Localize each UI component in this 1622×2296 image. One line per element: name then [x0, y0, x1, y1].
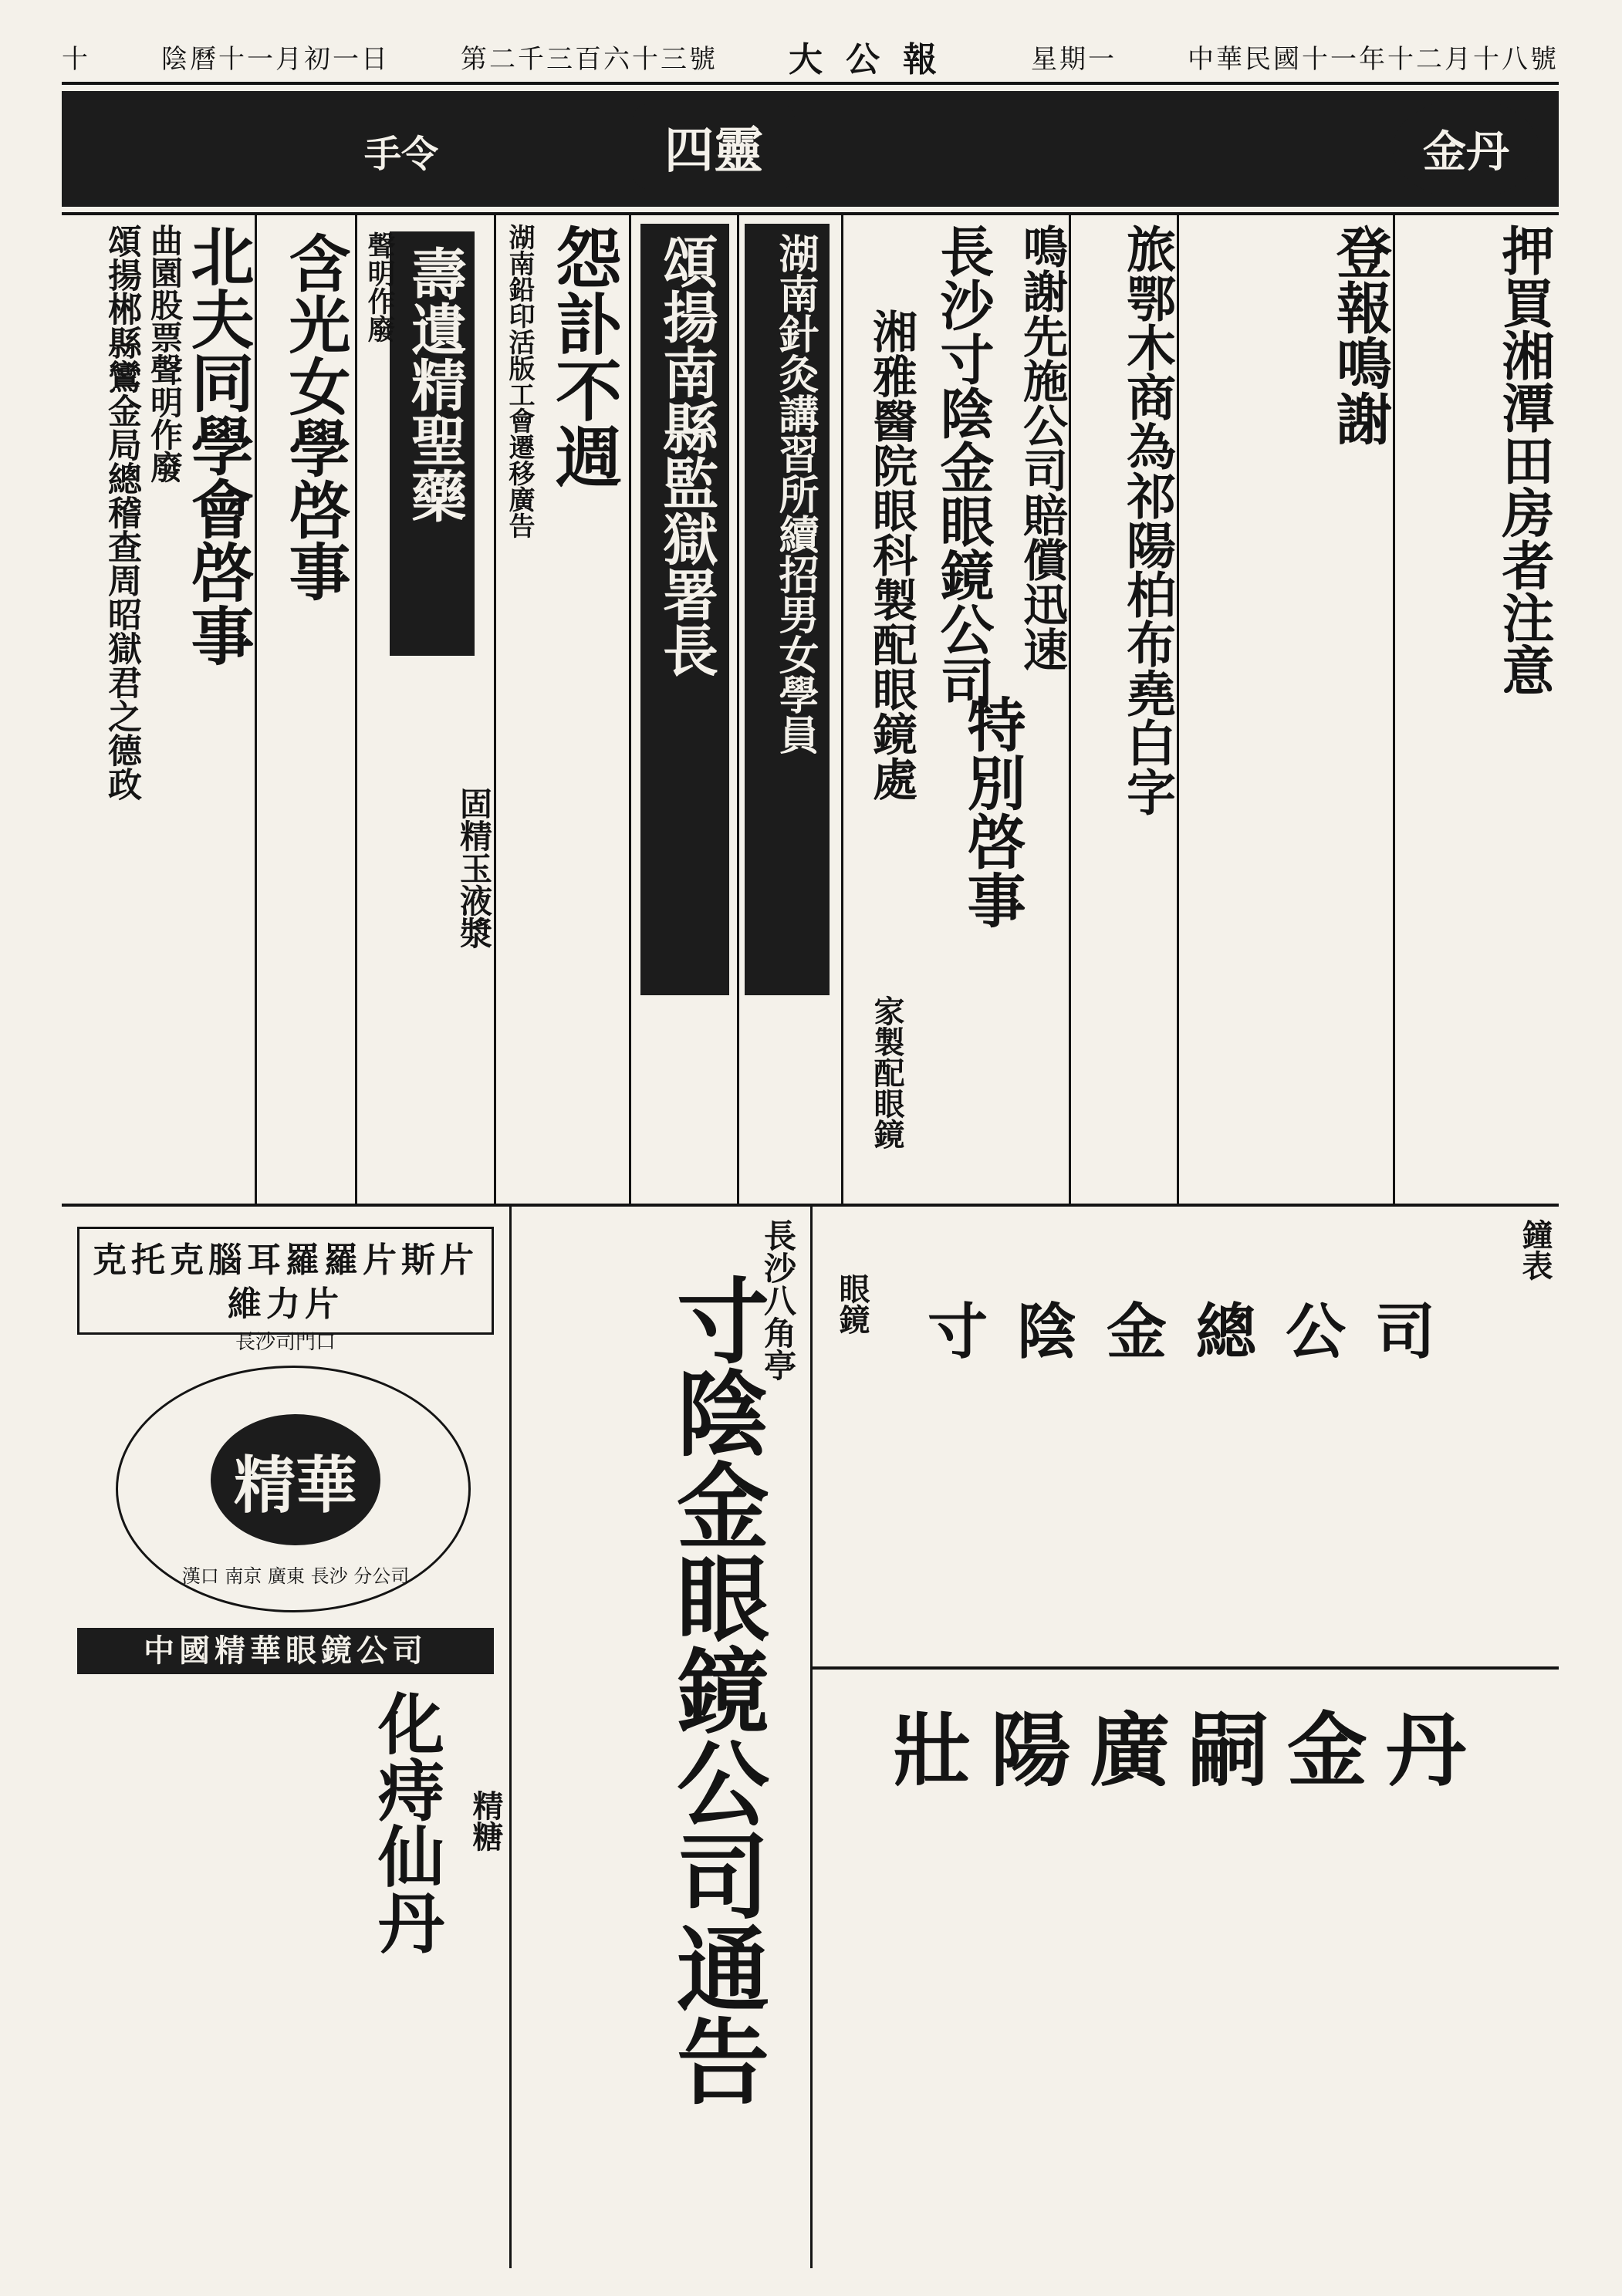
ad-praise: 頌揚南縣監獄署長: [640, 224, 729, 995]
ad-chenxian: 頌揚郴縣鸞金局總稽查周昭獄君之德政: [102, 224, 141, 801]
glasses-note: 眼鏡: [834, 1273, 870, 1335]
company-full-banner: 中國精華眼鏡公司: [77, 1628, 494, 1674]
ad-thanks-headline: 登報鳴謝: [1327, 224, 1393, 446]
column-rule-4: [841, 212, 843, 1204]
rosette-emblem: [116, 1366, 471, 1612]
rosette-center: 精華: [211, 1414, 380, 1545]
banner-strip: [62, 91, 1559, 207]
upper-grid-top-rule: [62, 212, 1559, 215]
column-rule-1: [1393, 212, 1395, 1204]
ad-sugar: 精糖: [468, 1790, 504, 1852]
ad-glasses-top: 長沙寸陰金眼鏡公司: [931, 224, 995, 710]
column-rule-5: [737, 212, 739, 1204]
ad-special: 特別啓事: [958, 694, 1026, 929]
ad-women: 含光女學啓事: [279, 231, 351, 602]
ad-northern: 北夫同學會啓事: [181, 224, 255, 667]
column-rule-6: [629, 212, 631, 1204]
masthead-issue: 第二千三百六十三號: [461, 43, 718, 75]
notice-price-tag: 長沙八角亭: [759, 1219, 797, 1381]
ad-family: 家製配眼鏡: [869, 995, 905, 1150]
column-rule-9: [255, 212, 257, 1204]
masthead-date: 中華民國十一年十二月十八號: [1188, 43, 1559, 75]
banner-center: 四靈: [633, 104, 795, 189]
bottom-right-tag: 鐘表: [1517, 1219, 1553, 1281]
column-rule-7: [494, 212, 496, 1204]
masthead-lunar: 陰曆十一月初一日: [161, 43, 390, 75]
brands-list: 克托克腦耳羅羅片斯片維力片: [93, 1241, 478, 1325]
tonic-title-text: 壯陽廣嗣金丹: [891, 1703, 1485, 1798]
column-rule-8: [355, 212, 357, 1204]
banner-badge: 金丹: [1393, 99, 1539, 199]
ad-medicine: 化痔仙丹: [367, 1690, 444, 1955]
ad-regret: 怨訃不週: [544, 224, 622, 489]
tonic-title: [841, 1690, 1536, 1798]
column-rule-3: [1069, 212, 1071, 1204]
circle-title-row: [864, 1265, 1528, 1389]
ad-pills: 壽遺精聖藥: [390, 231, 475, 656]
notice-title: 寸陰金眼鏡公司通告: [661, 1273, 770, 2106]
ad-wood-headline: 旅鄂木商為祁陽柏布堯白字: [1118, 224, 1176, 816]
banner-right: 手令: [363, 132, 438, 176]
masthead-weekday: 星期一: [1031, 43, 1117, 75]
column-rule-2: [1177, 212, 1179, 1204]
ad-fire-headline: 鳴謝先施公司賠償迅速: [1015, 224, 1068, 671]
masthead-paper-name: 大公報: [789, 40, 960, 79]
ad-glasses-brands: [77, 1227, 494, 1355]
ad-elixir: 固精玉液漿: [455, 787, 493, 949]
rosette-address: 漢口 南京 廣東 長沙 分公司: [181, 1565, 410, 1587]
masthead-page: 十: [62, 43, 90, 75]
ad-acupuncture: 湖南針灸講習所續招男女學員: [745, 224, 830, 995]
circle-title: 寸陰金總公司: [927, 1297, 1465, 1367]
lower-rule-mid: [810, 1204, 813, 2268]
lower-rule-left: [509, 1204, 512, 2268]
ad-glasses-second: 湘雅醫院眼科製配眼鏡處: [865, 309, 917, 801]
brands-shop-tag: 長沙司門口: [235, 1331, 336, 1355]
masthead: [62, 31, 1559, 85]
lower-rule-right-split: [810, 1666, 1559, 1670]
ad-stock: 曲園股票聲明作廢: [146, 224, 184, 483]
ad-printers: 湖南鉛印活版工會遷移廣告: [504, 224, 535, 539]
ad-tenants-headline: 押買湘潭田房者注意: [1493, 224, 1555, 696]
ad-void: 聲明作廢: [363, 231, 396, 343]
